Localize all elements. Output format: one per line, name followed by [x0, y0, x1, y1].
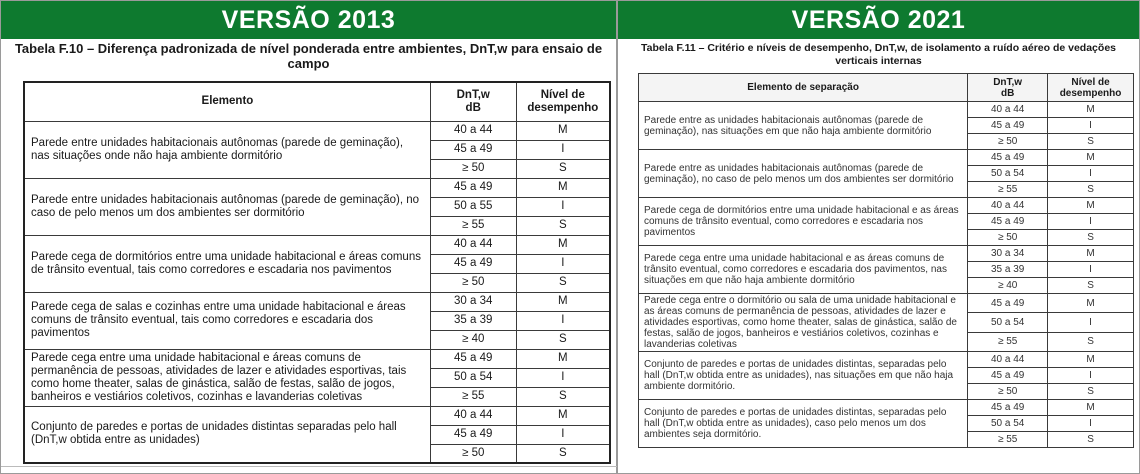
dnt-range: 45 a 49	[968, 150, 1048, 166]
panel-2021	[617, 0, 1140, 474]
table-caption-2021: Tabela F.11 – Critério e níveis de desempenho, DnT,w, de isolamento a ruído aéreo de vedações verticais internas	[641, 42, 1116, 67]
dnt-range: ≥ 50	[430, 444, 516, 463]
performance-level: M	[1048, 246, 1134, 262]
table-row	[24, 349, 610, 368]
performance-level: S	[516, 387, 610, 406]
performance-level: I	[1048, 262, 1134, 278]
dnt-range: 30 a 34	[430, 292, 516, 311]
dnt-range: 45 a 49	[430, 349, 516, 368]
dnt-range: 35 a 39	[430, 311, 516, 330]
performance-level: S	[1048, 230, 1134, 246]
dnt-range: 45 a 49	[968, 294, 1048, 313]
dnt-range: 45 a 49	[968, 368, 1048, 384]
performance-level: M	[516, 292, 610, 311]
dnt-range: 30 a 34	[968, 246, 1048, 262]
table-row	[639, 352, 1134, 368]
table-row	[639, 246, 1134, 262]
table-caption-2013: Tabela F.10 – Diferença padronizada de nível ponderada entre ambientes, DnT,w para ensaio de campo	[14, 41, 603, 71]
table-row	[639, 150, 1134, 166]
performance-level: M	[516, 406, 610, 425]
element-description: Conjunto de paredes e portas de unidades distintas, separadas pelo hall (DnT,w obtida entre as unidades), nas situações em que não haja ambiente dormitório.	[639, 352, 968, 400]
performance-level: M	[516, 349, 610, 368]
performance-level: M	[1048, 294, 1134, 313]
performance-level: I	[516, 311, 610, 330]
performance-level: I	[1048, 118, 1134, 134]
performance-level: I	[516, 254, 610, 273]
table-row	[24, 178, 610, 197]
performance-level: M	[1048, 150, 1134, 166]
dnt-range: 45 a 49	[430, 425, 516, 444]
table-row	[639, 198, 1134, 214]
performance-level: S	[516, 273, 610, 292]
dnt-range: ≥ 40	[968, 278, 1048, 294]
dnt-range: ≥ 55	[968, 182, 1048, 198]
table-body-2013	[24, 121, 610, 463]
performance-level: I	[516, 140, 610, 159]
performance-level: S	[516, 330, 610, 349]
dnt-range: 50 a 55	[430, 197, 516, 216]
table-row	[24, 406, 610, 425]
performance-level: S	[1048, 278, 1134, 294]
table-row	[639, 400, 1134, 416]
header-dnt	[968, 74, 1048, 102]
dnt-range: ≥ 55	[968, 332, 1048, 351]
dnt-range: ≥ 50	[430, 273, 516, 292]
performance-level: M	[1048, 352, 1134, 368]
header-level: Nível de desempenho	[1048, 74, 1134, 102]
banner-2013: VERSÃO 2013	[1, 1, 616, 39]
header-dnt	[430, 82, 516, 121]
dnt-range: ≥ 40	[430, 330, 516, 349]
performance-level: M	[516, 235, 610, 254]
dnt-range: ≥ 50	[430, 159, 516, 178]
table-row	[24, 121, 610, 140]
dnt-range: 45 a 49	[968, 400, 1048, 416]
performance-level: S	[1048, 432, 1134, 448]
performance-level: S	[516, 444, 610, 463]
table-row	[639, 102, 1134, 118]
performance-level: I	[516, 197, 610, 216]
performance-level: S	[516, 216, 610, 235]
dnt-range: ≥ 50	[968, 384, 1048, 400]
element-description: Parede cega entre uma unidade habitacional e as áreas comuns de trânsito eventual, como corredores e escadaria dos pavimentos, nas situações em que não haja ambiente dormitório	[639, 246, 968, 294]
dnt-range: 50 a 54	[968, 416, 1048, 432]
banner-2021: VERSÃO 2021	[618, 1, 1139, 39]
header-dnt-label: DnT,w	[993, 76, 1023, 88]
dnt-range: 40 a 44	[430, 406, 516, 425]
performance-level: S	[1048, 332, 1134, 351]
dnt-range: ≥ 50	[968, 134, 1048, 150]
performance-level: M	[516, 121, 610, 140]
table-row	[639, 294, 1134, 313]
dnt-range: 50 a 54	[430, 368, 516, 387]
dnt-range: ≥ 55	[968, 432, 1048, 448]
performance-level: S	[1048, 384, 1134, 400]
table-row	[24, 235, 610, 254]
performance-level: I	[1048, 368, 1134, 384]
dnt-range: 45 a 49	[968, 214, 1048, 230]
dnt-range: 45 a 49	[968, 118, 1048, 134]
dnt-range: ≥ 55	[430, 216, 516, 235]
performance-level: M	[1048, 400, 1134, 416]
performance-level: I	[516, 425, 610, 444]
dnt-range: 50 a 54	[968, 166, 1048, 182]
performance-level: I	[1048, 214, 1134, 230]
dnt-range: 40 a 44	[968, 198, 1048, 214]
element-description: Parede entre unidades habitacionais autônomas (parede de geminação), nas situações onde não haja ambiente dormitório	[24, 121, 430, 178]
performance-level: S	[516, 159, 610, 178]
element-description: Parede cega de dormitórios entre uma unidade habitacional e áreas comuns de trânsito eventual, tais como corredores e escadaria nos pavimentos	[24, 235, 430, 292]
table-2013	[23, 81, 611, 464]
dnt-range: 40 a 44	[430, 121, 516, 140]
performance-level: I	[516, 368, 610, 387]
header-dnt-unit: dB	[465, 101, 481, 114]
dnt-range: 40 a 44	[968, 102, 1048, 118]
element-description: Conjunto de paredes e portas de unidades distintas separadas pelo hall (DnT,w obtida entre as unidades)	[24, 406, 430, 463]
dnt-range: ≥ 50	[968, 230, 1048, 246]
dnt-range: 40 a 44	[430, 235, 516, 254]
divider	[1, 466, 618, 467]
performance-level: M	[1048, 102, 1134, 118]
performance-level: S	[1048, 182, 1134, 198]
dnt-range: 35 a 39	[968, 262, 1048, 278]
element-description: Parede entre unidades habitacionais autônomas (parede de geminação), no caso de pelo menos um dos ambientes ser dormitório	[24, 178, 430, 235]
header-dnt-label: DnT,w	[456, 88, 490, 101]
element-description: Parede cega de salas e cozinhas entre uma unidade habitacional e áreas comuns de trânsito eventual, tais como corredores e escadaria dos pavimentos	[24, 292, 430, 349]
element-description: Parede entre as unidades habitacionais autônomas (parede de geminação), no caso de pelo menos um dos ambientes ser dormitório	[639, 150, 968, 198]
performance-level: M	[516, 178, 610, 197]
dnt-range: ≥ 55	[430, 387, 516, 406]
performance-level: I	[1048, 313, 1134, 332]
performance-level: M	[1048, 198, 1134, 214]
element-description: Conjunto de paredes e portas de unidades distintas, separadas pelo hall (DnT,w obtida entre as unidades), caso pelo menos um dos ambientes seja dormitório.	[639, 400, 968, 448]
element-description: Parede cega de dormitórios entre uma unidade habitacional e as áreas comuns de trânsito eventual, como corredores e escadaria nos pavimentos	[639, 198, 968, 246]
dnt-range: 40 a 44	[968, 352, 1048, 368]
table-body-2021	[639, 102, 1134, 448]
element-description: Parede cega entre uma unidade habitacional e áreas comuns de permanência de pessoas, atividades de lazer e atividades esportivas, tais como home theater, salas de ginástica, salão de festas, salão de jogos, banheiros e vestiários coletivos, cozinhas e lavanderias coletivas	[24, 349, 430, 406]
table-2021	[638, 73, 1134, 448]
element-description: Parede cega entre o dormitório ou sala de uma unidade habitacional e as áreas comuns de permanência de pessoas, atividades de lazer e atividades esportivas, como home theater, salas de ginástica, salão de festas, salão de jogos, banheiros e vestiários coletivos, cozinhas e lavanderias coletivas	[639, 294, 968, 352]
dnt-range: 45 a 49	[430, 254, 516, 273]
header-level: Nível de desempenho	[516, 82, 610, 121]
header-dnt-unit: dB	[1000, 87, 1015, 99]
performance-level: I	[1048, 166, 1134, 182]
header-element: Elemento	[24, 82, 430, 121]
dnt-range: 45 a 49	[430, 178, 516, 197]
performance-level: S	[1048, 134, 1134, 150]
performance-level: I	[1048, 416, 1134, 432]
dnt-range: 50 a 54	[968, 313, 1048, 332]
table-row	[24, 292, 610, 311]
header-element: Elemento de separação	[639, 74, 968, 102]
element-description: Parede entre as unidades habitacionais autônomas (parede de geminação), nas situações em que não haja ambiente dormitório	[639, 102, 968, 150]
dnt-range: 45 a 49	[430, 140, 516, 159]
